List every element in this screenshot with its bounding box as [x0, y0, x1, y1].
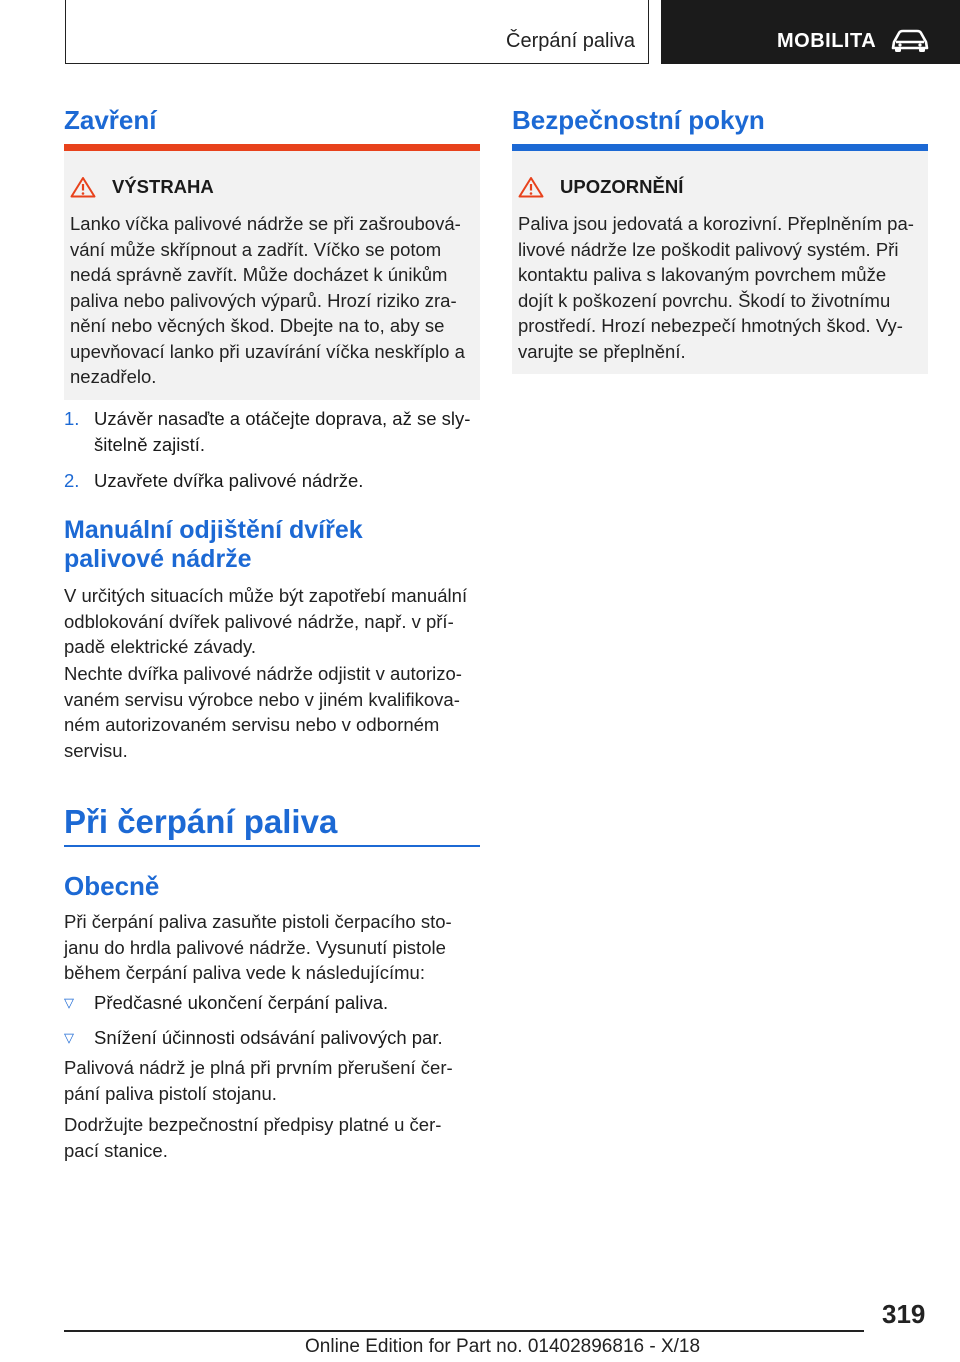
text-line: Při čerpání paliva zasuňte pistoli čerpacího sto- — [64, 911, 452, 932]
tank-full-paragraph — [64, 1055, 453, 1106]
text-line: servisu. — [64, 739, 128, 761]
manual-paragraph-2 — [64, 661, 462, 763]
safety-rules-paragraph — [64, 1112, 441, 1163]
warning-label: VÝSTRAHA — [112, 176, 214, 197]
bullet-text: Snížení účinnosti odsávání palivových par. — [94, 1026, 443, 1048]
step-line: Uzávěr nasaďte a otáčejte doprava, až se sly- — [94, 408, 471, 429]
chapter-label: MOBILITA — [777, 30, 877, 52]
list-item — [64, 406, 480, 457]
warning-line: Lanko víčka palivové nádrže se při zašroubová- — [70, 213, 461, 234]
footer-rule — [64, 1330, 864, 1332]
manual-heading-line: Manuální odjištění dvířek — [64, 516, 363, 544]
list-item — [64, 468, 480, 494]
refuel-title: Při čerpání paliva — [64, 803, 338, 840]
notice-line: kontaktu paliva s lakovaným povrchem může — [518, 264, 887, 285]
list-item — [64, 1025, 480, 1051]
notice-line: Paliva jsou jedovatá a korozivní. Přeplněním pa- — [518, 213, 914, 234]
warning-triangle-icon — [518, 176, 544, 198]
manual-paragraph-1 — [64, 583, 467, 660]
step-line: Uzavřete dvířka palivové nádrže. — [94, 470, 364, 491]
text-line: Dodržujte bezpečnostní předpisy platné u čer- — [64, 1114, 442, 1135]
notice-box — [512, 144, 928, 374]
chapter-tab[interactable] — [661, 0, 960, 64]
text-line: pání paliva pistolí stojanu. — [64, 1082, 277, 1104]
text-line: Palivová nádrž je plná při prvním přerušení čer- — [64, 1057, 453, 1078]
notice-text — [518, 211, 914, 364]
notice-line: prostředí. Hrozí nebezpečí hmotných škod. Vy- — [518, 315, 903, 336]
notice-header — [518, 176, 683, 198]
warning-line: paliva nebo palivových výparů. Hrozí riziko zra- — [70, 289, 457, 311]
title-rule — [64, 845, 480, 847]
warning-header — [70, 176, 214, 198]
car-icon — [890, 28, 930, 54]
warning-triangle-icon — [70, 176, 96, 198]
bullet-list — [64, 990, 480, 1050]
text-line: janu do hrdla palivové nádrže. Vysunutí pistole — [64, 936, 446, 958]
warning-text — [70, 211, 465, 390]
warning-line: upevňovací lanko při uzavírání víčka neskříplo a — [70, 340, 465, 362]
warning-line: nezadřelo. — [70, 366, 157, 387]
text-line: V určitých situacích může být zapotřebí manuální — [64, 585, 468, 606]
step-number: 2. — [64, 470, 80, 491]
closing-heading: Zavření — [64, 105, 157, 135]
text-line: pací stanice. — [64, 1139, 168, 1161]
text-line: během čerpání paliva vede k následujícímu: — [64, 962, 425, 983]
triangle-bullet-icon: ▽ — [64, 1029, 74, 1045]
text-line: vaném servisu výrobce nebo v jiném kvalifikova- — [64, 688, 460, 710]
warning-box — [64, 144, 480, 400]
edition-text: Online Edition for Part no. 01402896816 - X/18 — [305, 1336, 701, 1357]
bullet-text: Předčasné ukončení čerpání paliva. — [94, 992, 389, 1013]
notice-line: livové nádrže lze poškodit palivový systém. Při — [518, 238, 899, 260]
page-number: 319 — [882, 1299, 926, 1329]
triangle-bullet-icon: ▽ — [64, 995, 74, 1010]
notice-line: varujte se přeplnění. — [518, 340, 686, 362]
warning-line: nění nebo věcných škod. Dbejte na to, aby se — [70, 315, 445, 336]
notice-label: UPOZORNĚNÍ — [560, 176, 684, 197]
warning-line: nedá správně zavřít. Může docházet k únikům — [70, 264, 448, 285]
manual-heading — [64, 516, 363, 574]
list-item — [64, 990, 480, 1016]
text-line: ném autorizovaném servisu nebo v odborném — [64, 714, 440, 735]
text-line: odblokování dvířek palivové nádrže, např. v pří- — [64, 610, 454, 632]
refuel-intro — [64, 909, 452, 986]
steps-list — [64, 406, 480, 494]
step-number: 1. — [64, 408, 80, 429]
notice-line: dojít k poškození povrchu. Škodí to životnímu — [518, 289, 891, 311]
text-line: padě elektrické závady. — [64, 636, 256, 657]
step-line: šitelně zajistí. — [94, 433, 206, 455]
section-title: Čerpání paliva — [506, 30, 635, 52]
general-subheading: Obecně — [64, 871, 160, 901]
warning-line: vání může skřípnout a zadřít. Víčko se potom — [70, 238, 442, 260]
text-line: Nechte dvířka palivové nádrže odjistit v autorizo- — [64, 663, 462, 684]
manual-heading-line: palivové nádrže — [64, 545, 252, 573]
safety-heading: Bezpečnostní pokyn — [512, 105, 765, 135]
